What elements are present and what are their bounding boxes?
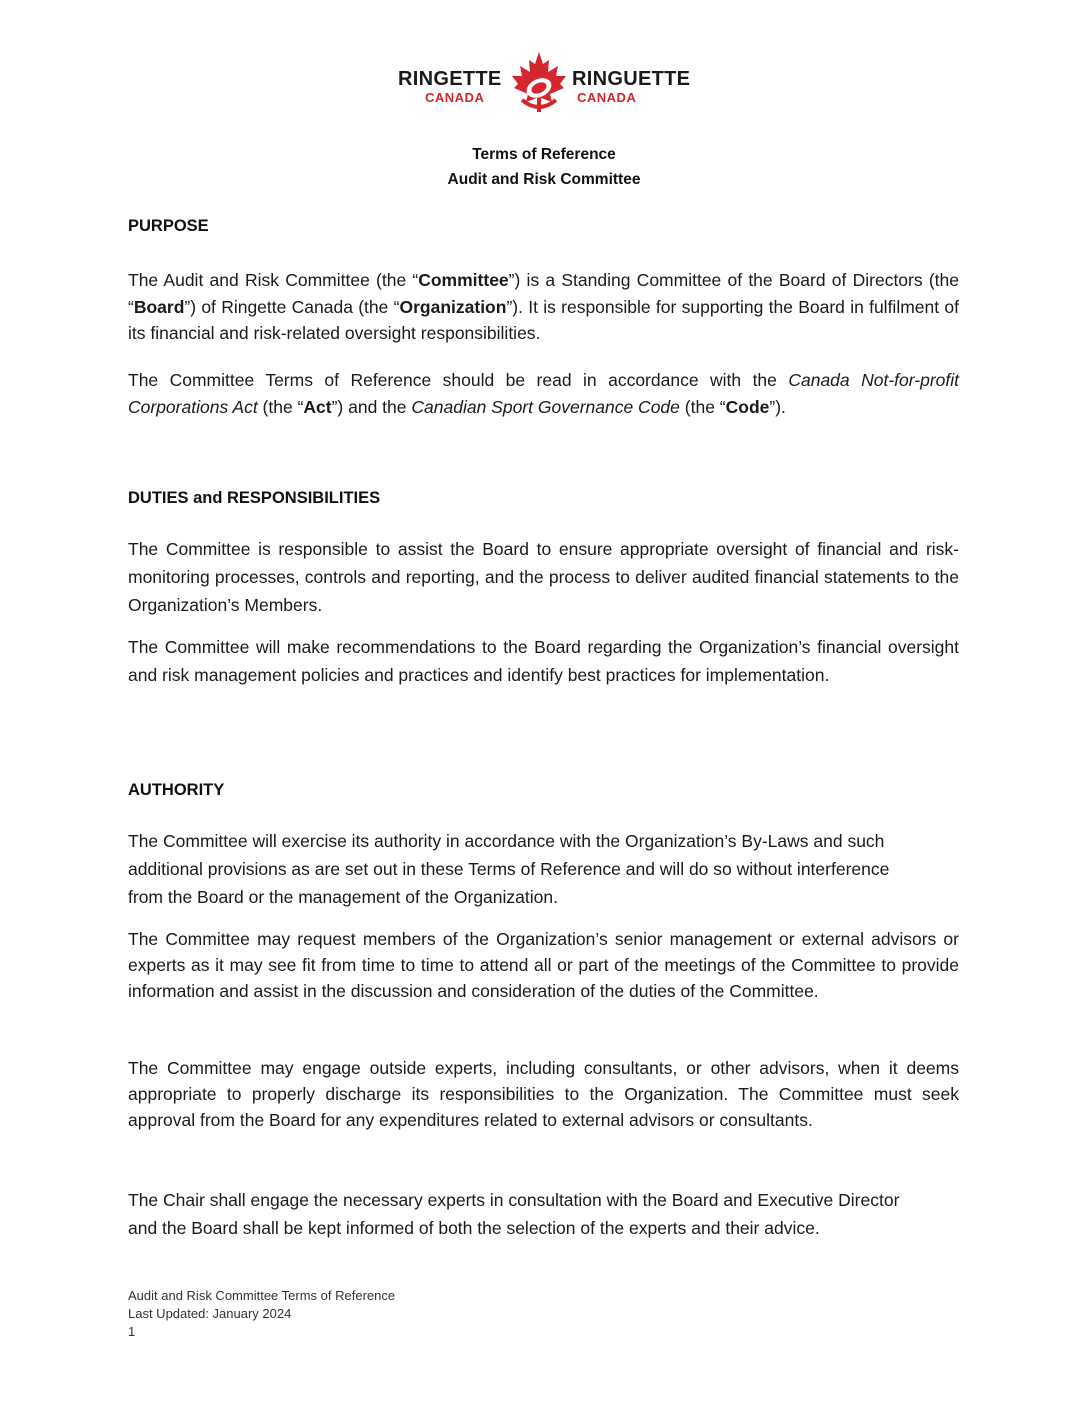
purpose-heading: PURPOSE bbox=[128, 217, 209, 235]
maple-leaf-ring-icon bbox=[504, 50, 574, 120]
authority-paragraph-4: The Chair shall engage the necessary experts in consultation with the Board and Executive Director and the Board shall be kept informed of both the selection of the experts and their advice. bbox=[128, 1190, 900, 1238]
page-footer bbox=[128, 1287, 395, 1341]
purpose-paragraph-2: The Committee Terms of Reference should be read in accordance with the Canada Not-for-profit Corporations Act (the “Act”) and the Canadian Sport Governance Code (the “Code”). bbox=[128, 370, 959, 417]
document-subtitle: Audit and Risk Committee bbox=[447, 171, 641, 188]
duties-paragraph-2: The Committee will make recommendations to the Board regarding the Organization’s financial oversight and risk management policies and practices and identify best practices for implementation. bbox=[128, 637, 959, 685]
authority-paragraph-2: The Committee may request members of the Organization’s senior management or external advisors or experts as it may see fit from time to time to attend all or part of the meetings of the Committee to provide information and assist in the discussion and consideration of the duties of the Committee. bbox=[128, 929, 959, 1001]
logo-right-word: RINGUETTE bbox=[572, 68, 691, 90]
duties-heading: DUTIES and RESPONSIBILITIES bbox=[128, 489, 381, 507]
duties-paragraph-1: The Committee is responsible to assist the Board to ensure appropriate oversight of financial and risk-monitoring processes, controls and reporting, and the process to deliver audited financial statements to the Organization’s Members. bbox=[128, 539, 959, 615]
logo-right-sub: CANADA bbox=[577, 90, 637, 105]
footer-last-updated: Last Updated: January 2024 bbox=[128, 1306, 292, 1321]
document-title: Terms of Reference bbox=[472, 146, 616, 163]
authority-paragraph-1: The Committee will exercise its authority in accordance with the Organization’s By-Laws and such additional provisions as are set out in these Terms of Reference and will do so without interference from the Board or the management of the Organization. bbox=[128, 831, 890, 907]
authority-paragraph-3: The Committee may engage outside experts, including consultants, or other advisors, when it deems appropriate to properly discharge its responsibilities to the Organization. The Committee must seek approval from the Board for any expenditures related to external advisors or consultants. bbox=[128, 1058, 959, 1130]
logo-left-sub: CANADA bbox=[425, 90, 485, 105]
authority-heading: AUTHORITY bbox=[128, 781, 225, 799]
footer-document-name: Audit and Risk Committee Terms of Reference bbox=[128, 1288, 396, 1303]
logo-left-word: RINGETTE bbox=[398, 68, 502, 90]
purpose-paragraph-1: The Audit and Risk Committee (the “Committee”) is a Standing Committee of the Board of Directors (the “Board”) of Ringette Canada (the “Organization”). It is responsible for supporting the Board in fulfilment of its financial and risk-related oversight responsibilities. bbox=[128, 270, 959, 343]
ringette-canada-logo bbox=[394, 50, 694, 120]
footer-page-number: 1 bbox=[128, 1324, 136, 1339]
